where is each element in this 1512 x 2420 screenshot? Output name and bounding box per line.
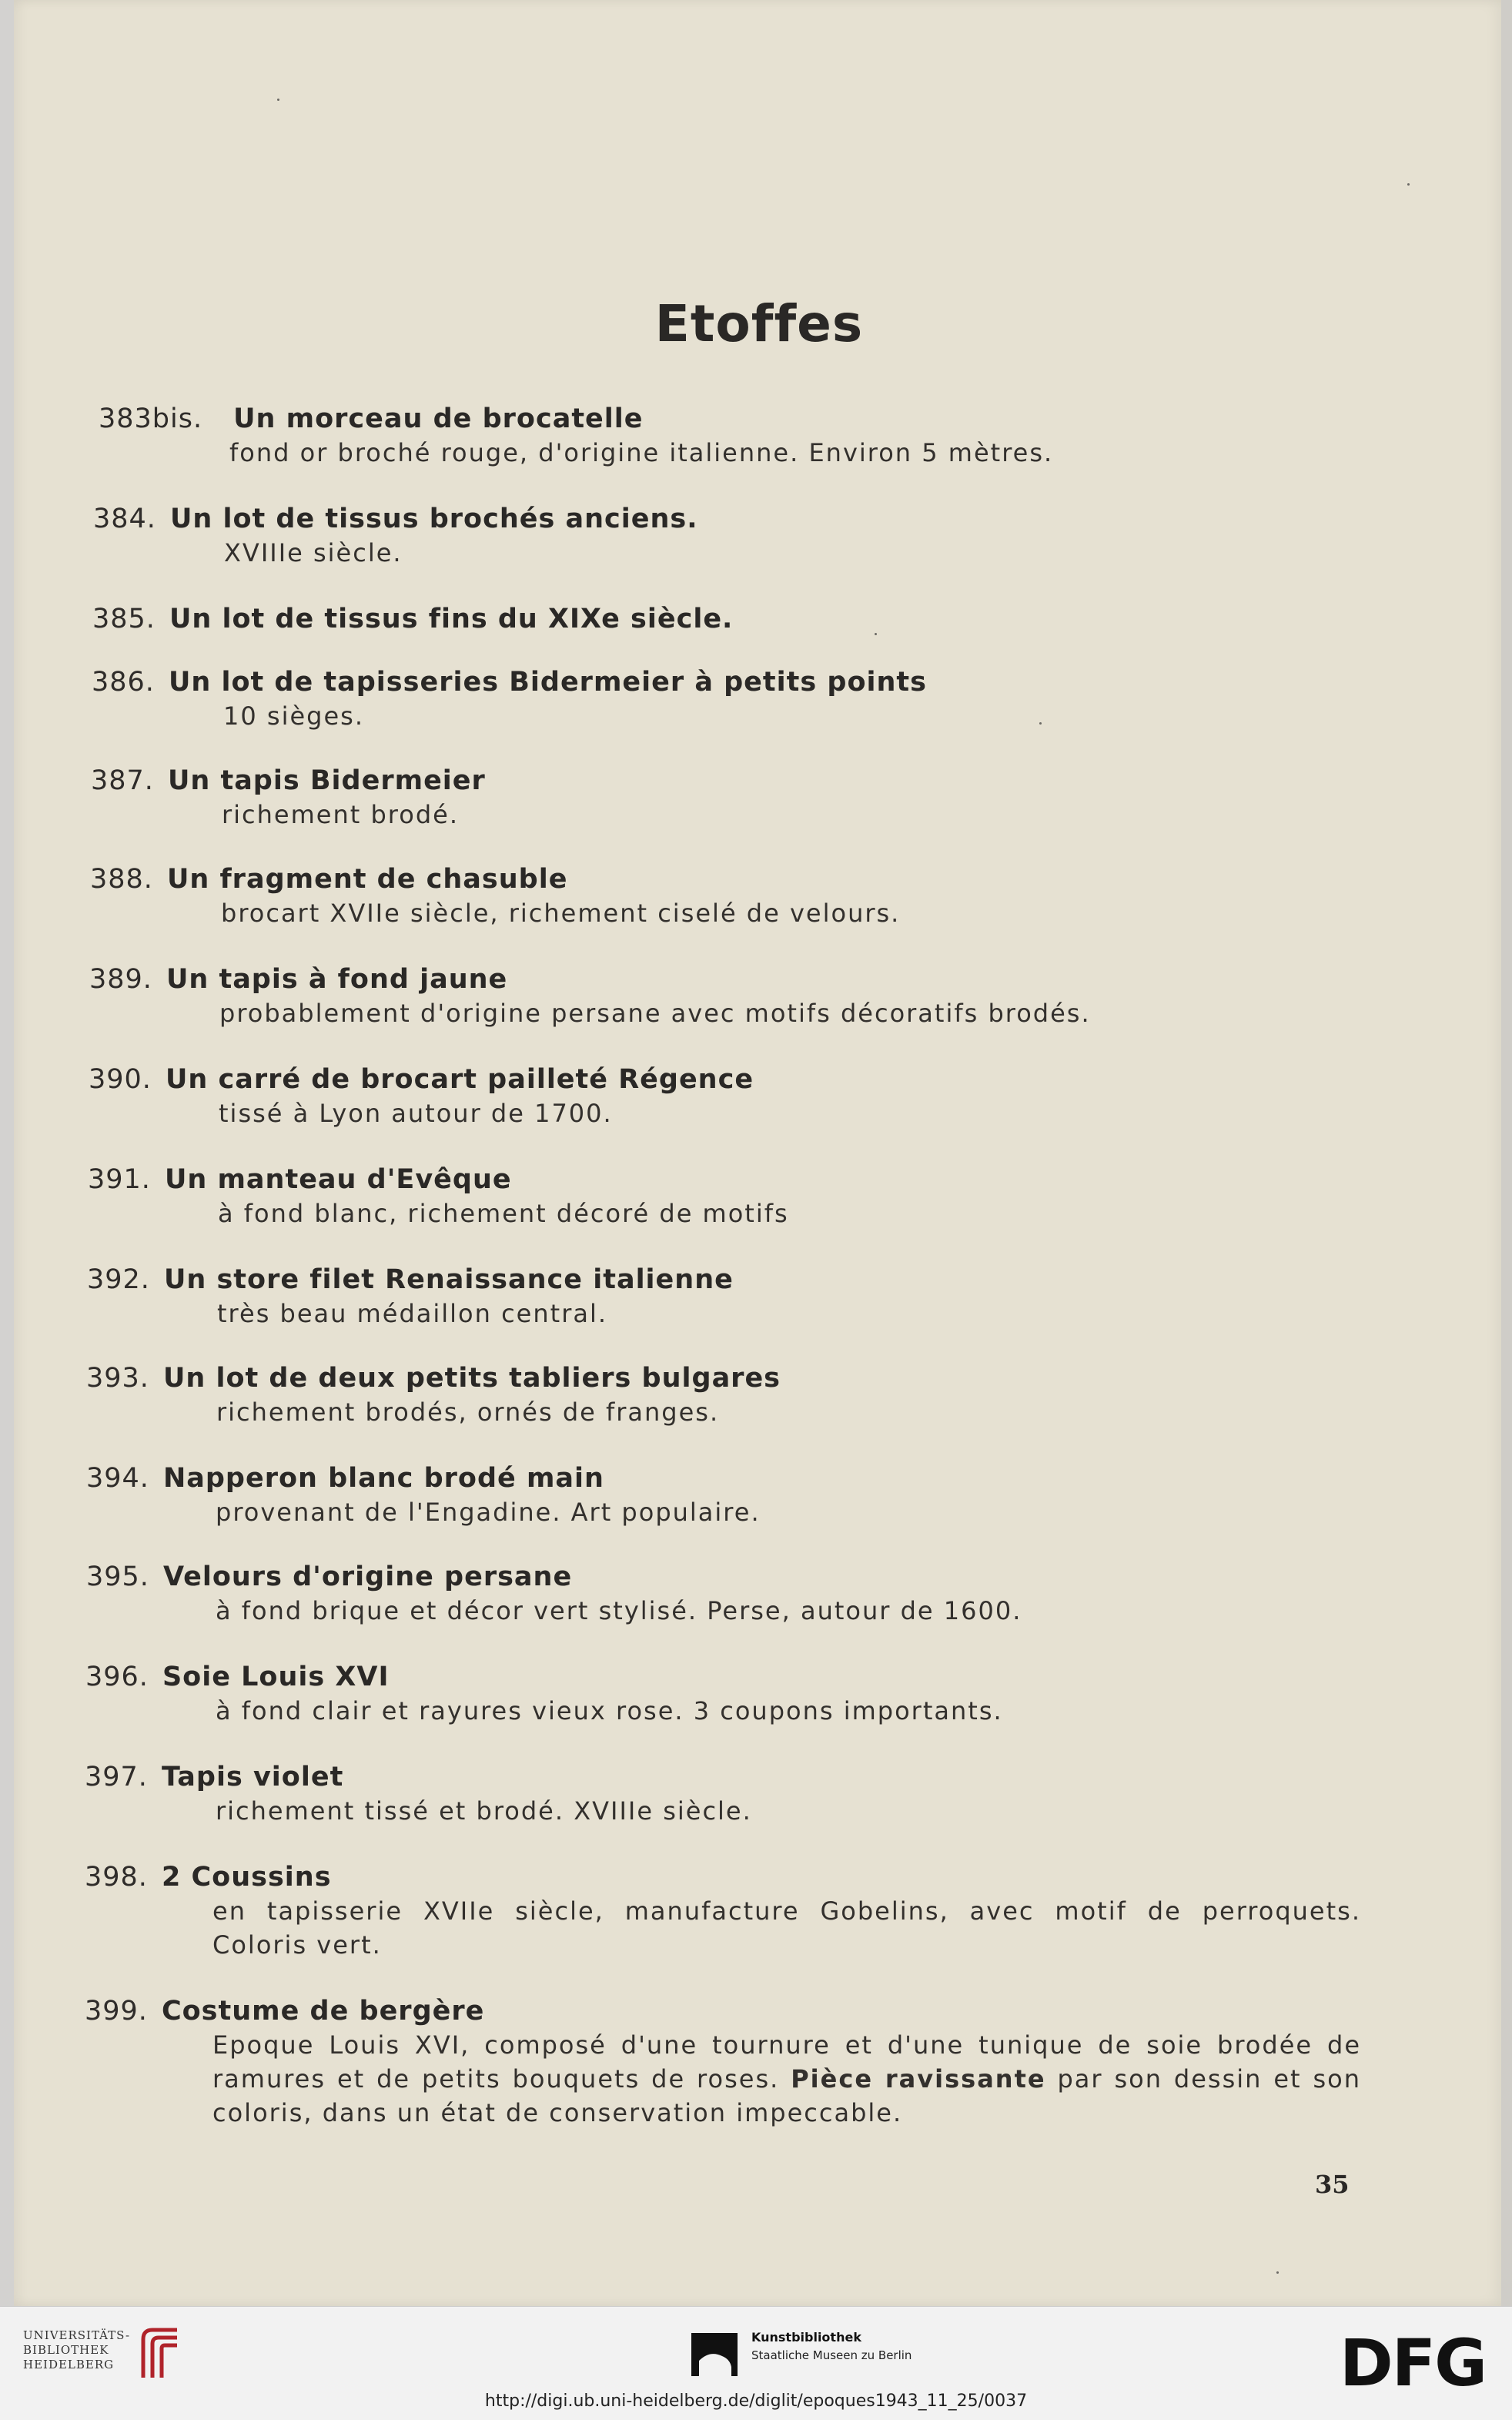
university-logo-icon: [137, 2324, 183, 2382]
catalog-entry: [14, 962, 1504, 1030]
entry-description: en tapisserie XVIIe siècle, manufacture Gobelins, avec motif de perroquets. Coloris vert.: [212, 1896, 1361, 1960]
catalog-entry: [14, 1994, 1504, 2130]
entry-number: 392.: [87, 1264, 150, 1295]
entry-number: 389.: [89, 964, 152, 995]
entry-title: Costume de bergère: [161, 1996, 485, 2027]
page-number: 35: [1315, 2170, 1350, 2199]
scan-speck: [1039, 722, 1042, 725]
catalog-entry: [14, 1063, 1504, 1130]
entry-description: 10 sièges.: [223, 701, 364, 731]
entry-title: Un tapis Bidermeier: [167, 765, 486, 796]
entry-number: 393.: [86, 1363, 149, 1394]
university-logo-line: UNIVERSITÄTS-: [23, 2328, 131, 2342]
entry-description: [212, 2028, 1361, 2130]
entry-title: Un tapis à fond jaune: [166, 964, 508, 995]
entry-title: Un lot de tissus brochés anciens.: [169, 504, 698, 534]
catalog-entry: [14, 502, 1504, 570]
entry-description: richement tissé et brodé. XVIIIe siècle.: [216, 1796, 752, 1826]
dfg-logo: DFG: [1340, 2325, 1487, 2401]
library-subtitle: Staatliche Museen zu Berlin: [751, 2348, 912, 2362]
entry-title: Un morceau de brocatelle: [233, 403, 644, 434]
catalog-entry: [14, 1860, 1504, 1962]
library-name: Kunstbibliothek: [751, 2330, 861, 2345]
viewer-footer: [0, 2306, 1512, 2420]
catalog-entry: [14, 1760, 1504, 1828]
entry-number: 399.: [85, 1996, 148, 2027]
entry-description-text: par son dessin et son coloris, dans un état de conservation impeccable.: [212, 2064, 1362, 2127]
entry-title: Velours d'origine persane: [162, 1561, 573, 1592]
entry-number: 388.: [90, 864, 153, 895]
catalog-entry: [14, 1263, 1504, 1330]
entry-title: Un store filet Renaissance italienne: [163, 1264, 734, 1295]
entry-description-text: Epoque Louis XVI, composé d'une tournure et d'une tunique de soie brodée de ramures et de petits bouquets de roses.: [212, 2030, 1361, 2094]
entry-title: Un lot de tapisseries Bidermeier à petits points: [168, 667, 927, 698]
entry-number: 386.: [92, 667, 155, 698]
catalog-entry: [14, 1361, 1504, 1429]
kunstbibliothek-logo-icon: [691, 2333, 738, 2376]
entry-title: Un carré de brocart pailleté Régence: [165, 1064, 754, 1095]
entry-description-emphasis: Pièce ravissante: [791, 2064, 1046, 2094]
entry-description: probablement d'origine persane avec motifs décoratifs brodés.: [219, 999, 1091, 1028]
university-logo-line: HEIDELBERG: [23, 2358, 115, 2371]
entry-number: 391.: [88, 1164, 151, 1195]
entry-description: provenant de l'Engadine. Art populaire.: [216, 1498, 761, 1527]
entry-description: à fond clair et rayures vieux rose. 3 coupons importants.: [216, 1696, 1003, 1725]
page-title: Etoffes: [654, 294, 864, 353]
scan-speck: [875, 633, 877, 635]
university-logo-text: [23, 2328, 130, 2372]
entry-number: 385.: [92, 604, 156, 634]
entry-title: 2 Coussins: [161, 1862, 332, 1893]
catalog-entry: [14, 1163, 1504, 1230]
entry-description: très beau médaillon central.: [217, 1299, 608, 1328]
catalog-entry: [14, 1660, 1504, 1728]
entry-number: 395.: [86, 1561, 149, 1592]
entry-number: 398.: [85, 1862, 148, 1893]
entry-title: Soie Louis XVI: [162, 1662, 390, 1692]
entry-number: 387.: [91, 765, 154, 796]
catalog-entry: [14, 1461, 1504, 1529]
entry-description: brocart XVIIe siècle, richement ciselé de velours.: [221, 899, 901, 928]
entry-title: Un lot de deux petits tabliers bulgares: [162, 1363, 781, 1394]
permalink-url[interactable]: http://digi.ub.uni-heidelberg.de/diglit/epoques1943_11_25/0037: [484, 2392, 1028, 2411]
entry-number: 384.: [93, 504, 156, 534]
catalog-entry: [14, 764, 1504, 832]
entry-title: Un lot de tissus fins du XIXe siècle.: [169, 604, 734, 634]
entry-description: tissé à Lyon autour de 1700.: [219, 1099, 613, 1128]
scan-speck: [1407, 183, 1410, 186]
catalog-entry: [14, 665, 1504, 733]
entry-title: Un manteau d'Evêque: [164, 1164, 512, 1195]
entry-description: richement brodés, ornés de franges.: [216, 1397, 720, 1427]
scanned-page: [14, 0, 1504, 2306]
university-logo-line: BIBLIOTHEK: [23, 2343, 109, 2357]
entry-description: à fond blanc, richement décoré de motifs: [218, 1199, 789, 1228]
entry-number: 394.: [86, 1463, 149, 1494]
scan-speck: [277, 99, 279, 101]
entry-description: XVIIIe siècle.: [224, 538, 403, 567]
entry-title: Napperon blanc brodé main: [162, 1463, 604, 1494]
scan-speck: [1276, 2271, 1279, 2274]
entry-number: 390.: [89, 1064, 152, 1095]
catalog-entry: [14, 402, 1504, 470]
entry-number: 383bis.: [99, 403, 203, 434]
entry-description: fond or broché rouge, d'origine italienne. Environ 5 mètres.: [229, 438, 1054, 467]
entry-title: Un fragment de chasuble: [166, 864, 568, 895]
catalog-entry: [14, 602, 1504, 636]
entry-number: 397.: [85, 1762, 148, 1792]
catalog-entry: [14, 862, 1504, 930]
entry-description: richement brodé.: [222, 800, 459, 829]
entry-number: 396.: [85, 1662, 149, 1692]
entry-title: Tapis violet: [161, 1762, 344, 1792]
catalog-entry: [14, 1560, 1504, 1628]
entry-description: à fond brique et décor vert stylisé. Perse, autour de 1600.: [216, 1596, 1022, 1625]
page-edge: [1501, 0, 1512, 2306]
